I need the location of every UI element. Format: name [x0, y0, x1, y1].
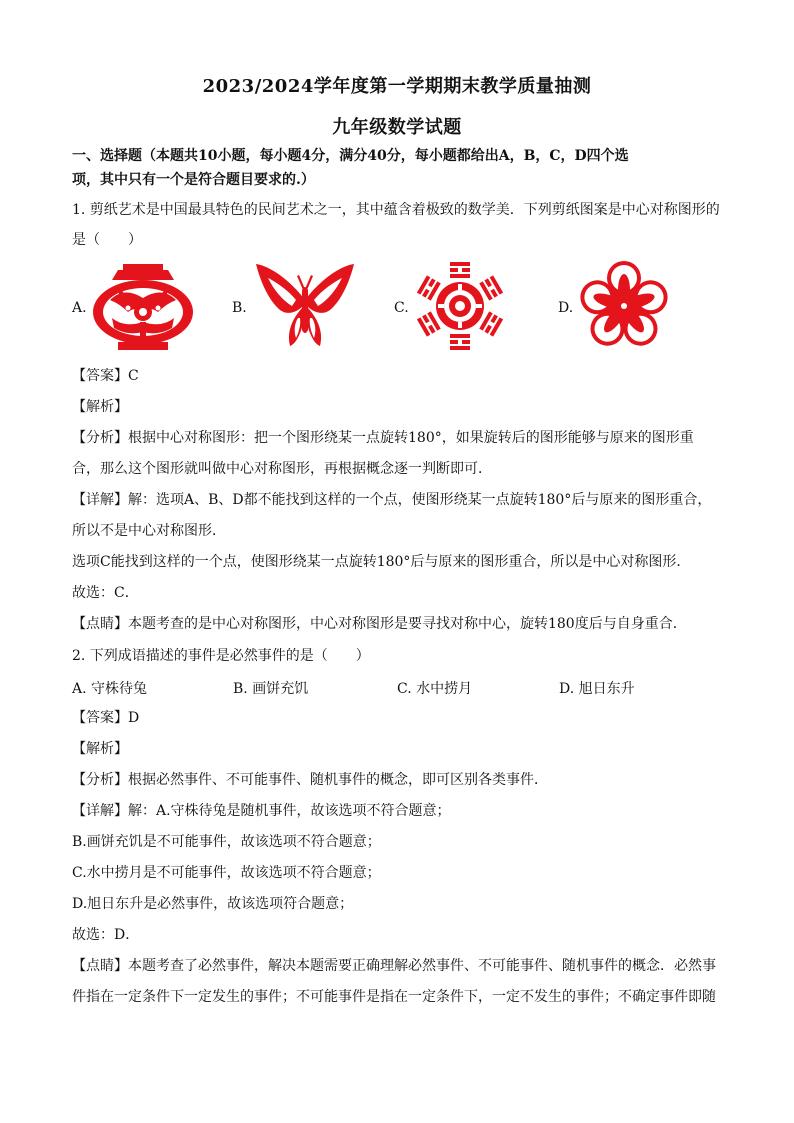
q1-answer: 【答案】C [72, 368, 139, 384]
section-heading-line2: 项，其中只有一个是符合题目要求的.） [72, 172, 315, 188]
exam-subtitle: 九年级数学试题 [332, 117, 462, 138]
q1-analysis-heading: 【解析】 [72, 399, 128, 415]
vase-papercut-icon [90, 260, 196, 352]
butterfly-papercut-icon [250, 260, 360, 352]
section-heading-line1: 一、选择题（本题共10小题，每小题4分，满分40分，每小题都给出A，B，C，D四个选 [72, 148, 629, 164]
q2-dianjing: 【点睛】本题考查了必然事件，解决本题需要正确理解必然事件、不可能事件、随机事件的概念．必然事 [72, 958, 716, 974]
q1-xiangjie-c: 选项C能找到这样的一个点，使图形绕某一点旋转180°后与原来的图形重合，所以是中心对称图形． [72, 554, 691, 570]
q1-dianjing: 【点睛】本题考查的是中心对称图形，中心对称图形是要寻找对称中心，旋转180度后与自身重合． [72, 616, 687, 632]
q2-dianjing-cont: 件指在一定条件下一定发生的事件；不可能事件是指在一定条件下，一定不发生的事件；不确定事件即随 [72, 989, 716, 1005]
q1-fenxi-cont: 合，那么这个图形就叫做中心对称图形，再根据概念逐一判断即可． [72, 461, 492, 477]
q2-fenxi: 【分析】根据必然事件、不可能事件、随机事件的概念，即可区别各类事件． [72, 772, 548, 788]
q2-choice-d: D. 旭日东升 [559, 681, 635, 697]
q1-option-label: C. [394, 300, 409, 316]
q1-guxuan: 故选：C． [72, 585, 139, 601]
q2-answer: 【答案】D [72, 710, 140, 726]
q2-xiangjie-b: B.画饼充饥是不可能事件，故该选项不符合题意； [72, 834, 381, 850]
q2-choice-b: B. 画饼充饥 [233, 681, 309, 697]
q1-option-label: B. [232, 300, 247, 316]
q1-fenxi: 【分析】根据中心对称图形：把一个图形绕某一点旋转180°，如果旋转后的图形能够与原来的图形重 [72, 430, 694, 446]
q1-xiangjie-cont: 所以不是中心对称图形． [72, 523, 226, 539]
q2-stem: 2. 下列成语描述的事件是必然事件的是（ ） [72, 648, 370, 664]
q1-option-label: A. [72, 300, 87, 316]
q2-xiangjie: 【详解】解：A.守株待兔是随机事件，故该选项不符合题意； [72, 803, 451, 819]
q2-analysis-heading: 【解析】 [72, 741, 128, 757]
q2-guxuan: 故选：D． [72, 927, 140, 943]
q2-xiangjie-c: C.水中捞月是不可能事件，故该选项不符合题意； [72, 865, 381, 881]
hexagram-papercut-icon [412, 260, 508, 352]
q1-stem: 1. 剪纸艺术是中国最具特色的民间艺术之一，其中蕴含着极致的数学美．下列剪纸图案是中心对称图形的 [72, 202, 720, 218]
q1-stem-cont: 是（ ） [72, 232, 142, 248]
exam-title: 2023/2024学年度第一学期期末教学质量抽测 [202, 76, 592, 97]
q2-choice-c: C. 水中捞月 [397, 681, 473, 697]
q1-xiangjie: 【详解】解：选项A、B、D都不能找到这样的一个点，使图形绕某一点旋转180°后与原来的图形重合， [72, 492, 712, 508]
q1-option-label: D. [558, 300, 574, 316]
q2-choice-a: A. 守株待兔 [72, 681, 148, 697]
q1-options [72, 260, 732, 350]
flower-papercut-icon [576, 260, 672, 352]
q2-xiangjie-d: D.旭日东升是必然事件，故该选项符合题意； [72, 896, 354, 912]
